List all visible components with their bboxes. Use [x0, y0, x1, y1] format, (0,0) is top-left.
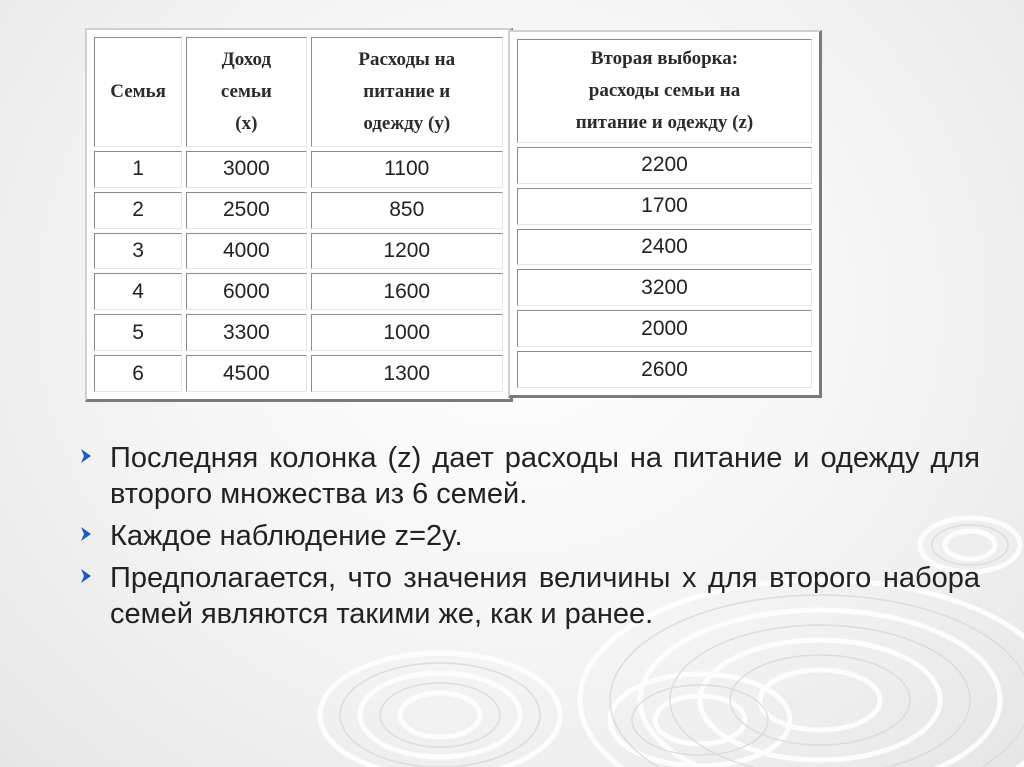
expenses-cell: 1600 — [311, 273, 503, 310]
income-cell: 3000 — [186, 151, 306, 188]
bullet-text: Последняя колонка (z) дает расходы на питание и одежду для второго множества из 6 семей. — [110, 442, 980, 510]
second-sample-table — [508, 30, 822, 398]
list-item — [78, 518, 980, 554]
list-item — [78, 560, 980, 632]
header-second-sample: Вторая выборка: расходы семьи на питание и одежду (z) — [517, 39, 812, 143]
header-expenses: Расходы на питание и одежду (y) — [311, 37, 503, 147]
bullet-list — [78, 440, 980, 638]
table-row — [517, 229, 812, 266]
income-cell: 4500 — [186, 355, 306, 392]
expenses-cell: 1100 — [311, 151, 503, 188]
second-sample-cell: 3200 — [517, 269, 812, 306]
expenses-cell: 850 — [311, 192, 503, 229]
table-row — [517, 351, 812, 388]
header-family: Семья — [94, 37, 182, 147]
second-sample-cell: 2400 — [517, 229, 812, 266]
table-row — [94, 273, 503, 310]
expenses-cell: 1200 — [311, 233, 503, 270]
family-cell: 3 — [94, 233, 182, 270]
table-row — [517, 188, 812, 225]
family-cell: 4 — [94, 273, 182, 310]
header-income: Доход семьи (x) — [186, 37, 306, 147]
table-row — [94, 314, 503, 351]
chevron-right-icon — [78, 567, 94, 585]
income-cell: 2500 — [186, 192, 306, 229]
second-sample-cell: 2600 — [517, 351, 812, 388]
chevron-right-icon — [78, 525, 94, 543]
second-sample-cell: 2000 — [517, 310, 812, 347]
second-sample-cell: 2200 — [517, 147, 812, 184]
expenses-cell: 1000 — [311, 314, 503, 351]
table-row — [94, 233, 503, 270]
table-row — [517, 310, 812, 347]
bullet-text: Каждое наблюдение z=2y. — [110, 520, 463, 552]
list-item — [78, 440, 980, 512]
table-row — [94, 192, 503, 229]
family-cell: 6 — [94, 355, 182, 392]
family-cell: 1 — [94, 151, 182, 188]
table-row — [94, 355, 503, 392]
second-sample-cell: 1700 — [517, 188, 812, 225]
bullet-text: Предполагается, что значения величины x для второго набора семей являются такими же, как и ранее. — [110, 562, 980, 630]
chevron-right-icon — [78, 447, 94, 465]
family-cell: 5 — [94, 314, 182, 351]
table-header-row — [94, 37, 503, 147]
income-cell: 3300 — [186, 314, 306, 351]
family-cell: 2 — [94, 192, 182, 229]
table-row — [517, 269, 812, 306]
table-header-row — [517, 39, 812, 143]
table-row — [517, 147, 812, 184]
income-cell: 4000 — [186, 233, 306, 270]
expenses-cell: 1300 — [311, 355, 503, 392]
income-cell: 6000 — [186, 273, 306, 310]
table-row — [94, 151, 503, 188]
income-expenses-table — [85, 28, 513, 402]
